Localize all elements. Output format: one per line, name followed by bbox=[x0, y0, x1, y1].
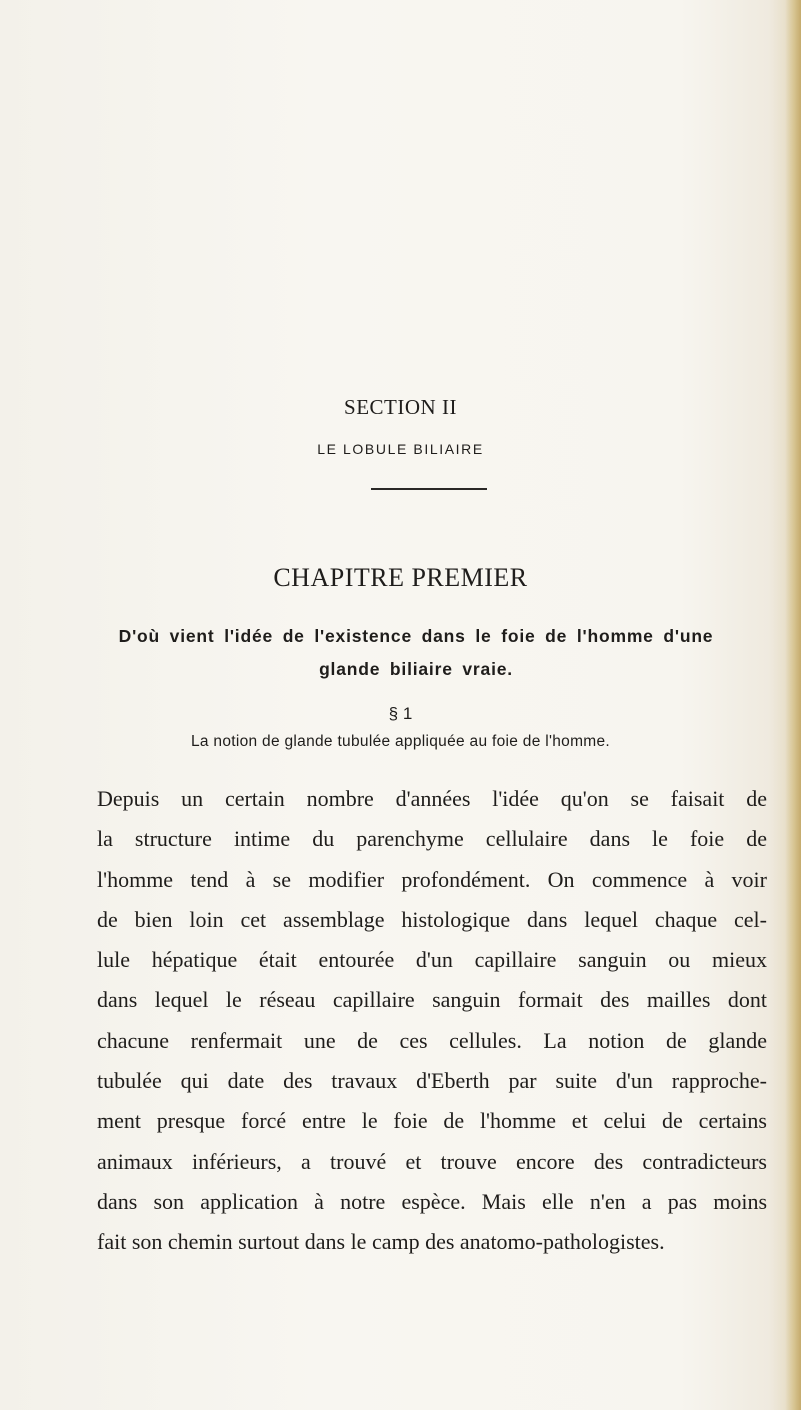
body-line: l'homme tend à se modifier profondément. On commence à voir bbox=[97, 866, 767, 892]
paragraph-heading: La notion de glande tubulée appliquée au foie de l'homme. bbox=[190, 733, 611, 750]
chapter-title: CHAPITRE PREMIER bbox=[273, 563, 528, 592]
section-subtitle: LE LOBULE BILIAIRE bbox=[317, 441, 484, 457]
body-line: fait son chemin surtout dans le camp des anatomo-pathologistes. bbox=[97, 1229, 665, 1255]
chapter-heading bbox=[66, 620, 766, 686]
section-title: SECTION II bbox=[344, 395, 457, 419]
divider-rule bbox=[371, 488, 487, 490]
paragraph-number: § 1 bbox=[388, 704, 413, 723]
body-text bbox=[97, 779, 767, 1263]
body-line: lule hépatique était entourée d'un capillaire sanguin ou mieux bbox=[97, 947, 767, 973]
body-line: dans lequel le réseau capillaire sanguin formait des mailles dont bbox=[97, 987, 767, 1013]
body-line: la structure intime du parenchyme cellulaire dans le foie de bbox=[97, 826, 767, 852]
body-line: animaux inférieurs, a trouvé et trouve encore des contradicteurs bbox=[97, 1148, 767, 1174]
body-line: tubulée qui date des travaux d'Eberth par suite d'un rapproche- bbox=[97, 1068, 767, 1094]
chapter-heading-line: D'où vient l'idée de l'existence dans le foie de l'homme d'une bbox=[118, 626, 714, 646]
body-line: chacune renfermait une de ces cellules. La notion de glande bbox=[97, 1027, 767, 1053]
body-line: de bien loin cet assemblage histologique dans lequel chaque cel- bbox=[97, 906, 767, 932]
body-line: Depuis un certain nombre d'années l'idée qu'on se faisait de bbox=[97, 786, 767, 811]
body-line: dans son application à notre espèce. Mais elle n'en a pas moins bbox=[97, 1188, 767, 1214]
chapter-heading-line: glande biliaire vraie. bbox=[319, 659, 513, 679]
body-line: ment presque forcé entre le foie de l'homme et celui de certains bbox=[97, 1108, 767, 1134]
